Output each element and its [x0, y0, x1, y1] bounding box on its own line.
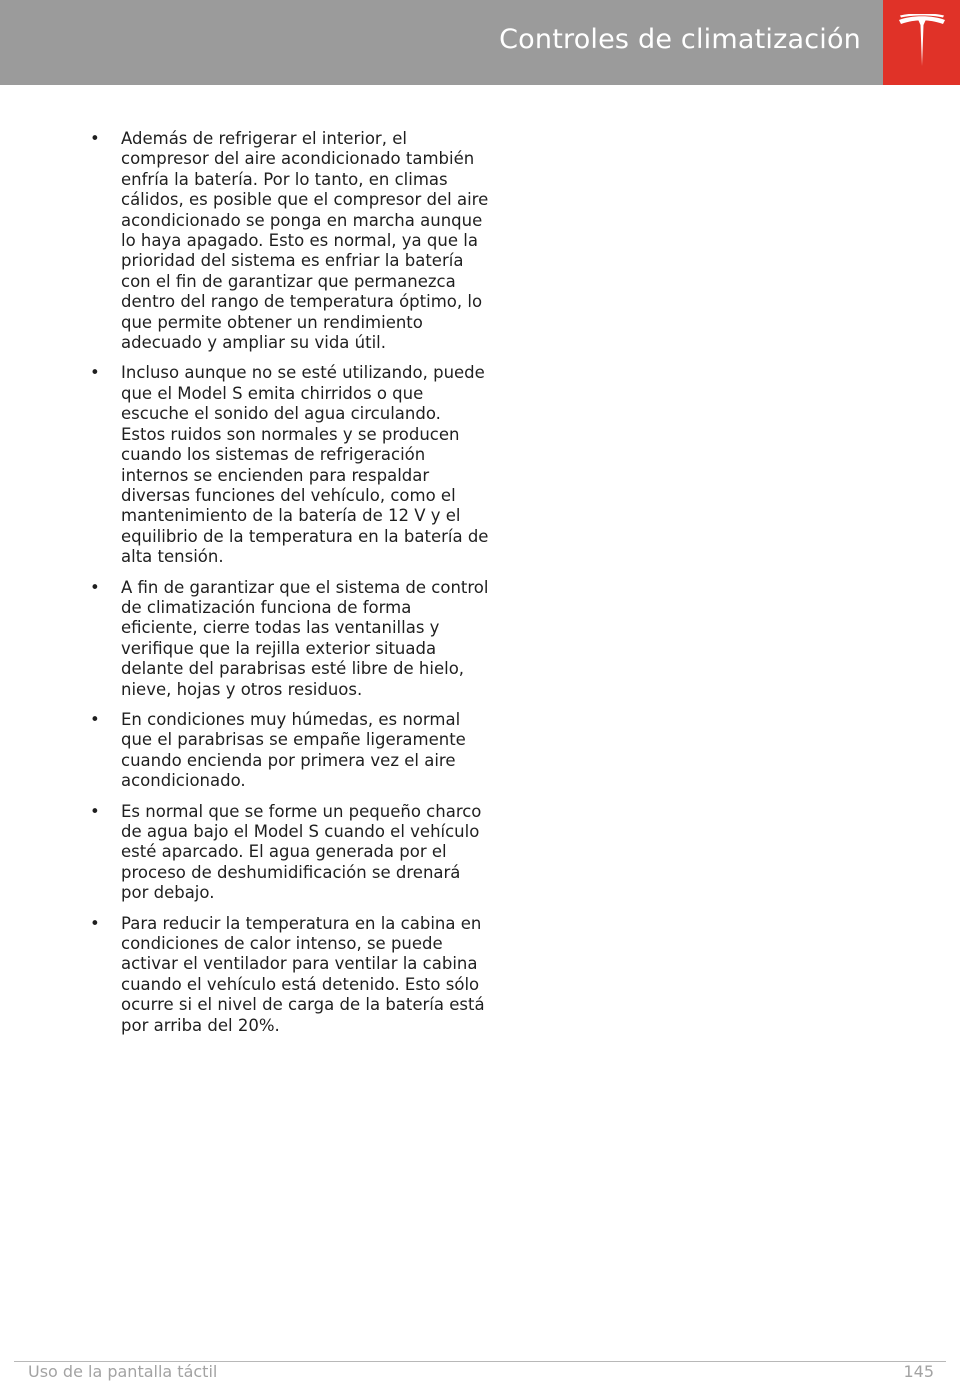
brand-logo	[883, 0, 960, 85]
page-number: 145	[903, 1362, 934, 1381]
bullet-marker: •	[90, 363, 100, 383]
list-item-text: En condiciones muy húmedas, es normal que el parabrisas se empañe ligeramente cuando encienda por primera vez el aire acondicionado.	[121, 709, 466, 791]
list-item	[90, 710, 490, 792]
list-item-text: Para reducir la temperatura en la cabina en condiciones de calor intenso, se puede activar el ventilador para ventilar la cabina cuando el vehículo está detenido. Esto sólo ocurre si el nivel de carga de la batería está por arriba del 20%.	[121, 913, 485, 1035]
bullet-marker: •	[90, 913, 100, 933]
list-item	[90, 914, 490, 1036]
list-item	[90, 129, 490, 353]
header-bar	[0, 0, 883, 85]
tesla-logo-icon	[897, 14, 947, 70]
list-item-text: A fin de garantizar que el sistema de control de climatización funciona de forma eficiente, cierre todas las ventanillas y verifique que la rejilla exterior situada delante del parabrisas esté libre de hielo, nieve, hojas y otros residuos.	[121, 577, 489, 699]
list-item-text: Incluso aunque no se esté utilizando, puede que el Model S emita chirridos o que escuche el sonido del agua circulando. Estos ruidos son normales y se producen cuando los sistemas de refrigeración internos se encienden para respaldar diversas funciones del vehículo, como el mantenimiento de la batería de 12 V y el equilibrio de la temperatura en la batería de alta tensión.	[121, 363, 489, 567]
bullet-marker: •	[90, 129, 100, 148]
footer-section-title: Uso de la pantalla táctil	[28, 1362, 218, 1381]
bullet-marker: •	[90, 801, 100, 821]
list-item-text: Es normal que se forme un pequeño charco de agua bajo el Model S cuando el vehículo esté aparcado. El agua generada por el proceso de deshumidificación se drenará por debajo.	[121, 801, 482, 903]
page-title: Controles de climatización	[499, 24, 861, 55]
bullet-marker: •	[90, 709, 100, 729]
list-item-text: Además de refrigerar el interior, el compresor del aire acondicionado también enfría la batería. Por lo tanto, en climas cálidos, es posible que el compresor del aire acondicionado se ponga en marcha aunque lo haya apagado. Esto es normal, ya que la prioridad del sistema es enfriar la batería con el fin de garantizar que permanezca dentro del rango de temperatura óptimo, lo que permite obtener un rendimiento adecuado y ampliar su vida útil.	[121, 129, 489, 353]
list-item	[90, 802, 490, 904]
list-item	[90, 363, 490, 567]
bullet-list	[90, 129, 490, 1046]
list-item	[90, 578, 490, 700]
bullet-marker: •	[90, 577, 100, 597]
